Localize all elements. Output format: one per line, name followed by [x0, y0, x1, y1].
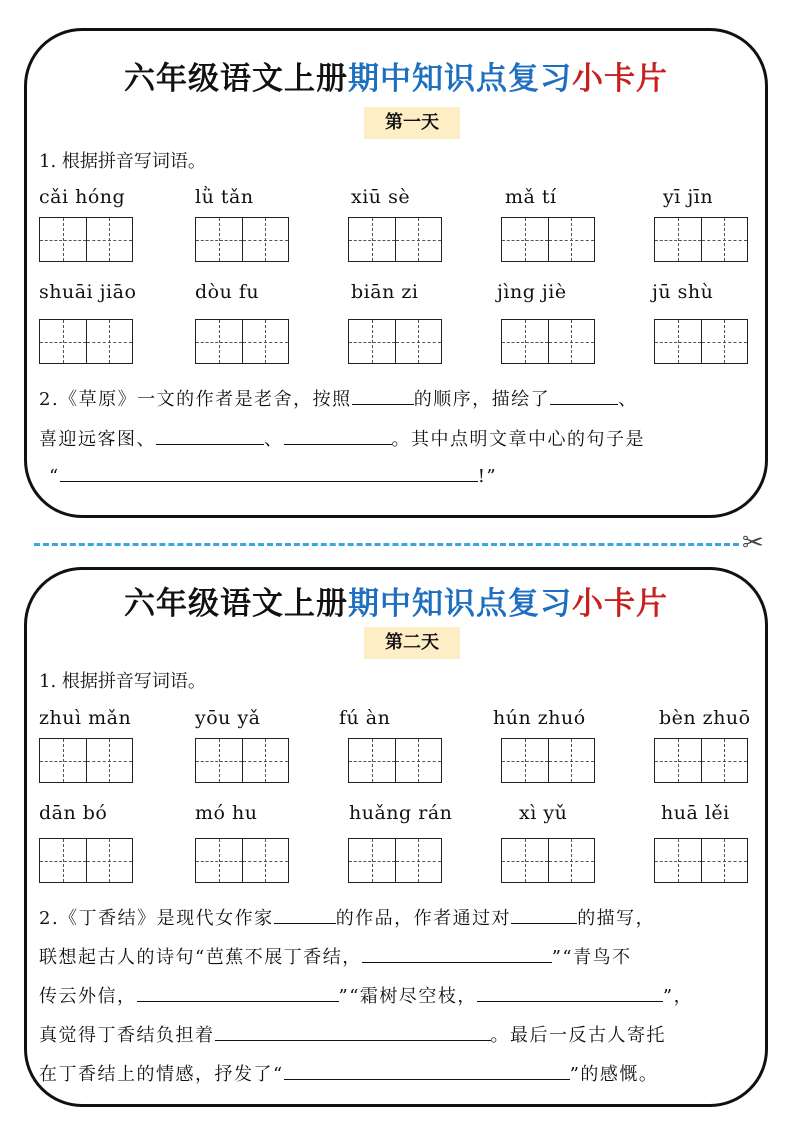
pinyin-label: xì yǔ — [519, 802, 568, 824]
answer-blank[interactable] — [477, 985, 663, 1002]
title-part-3: 小卡片 — [572, 586, 668, 622]
answer-blank[interactable] — [60, 465, 478, 482]
question-text: 、 — [618, 389, 638, 410]
pinyin-label: bèn zhuō — [659, 707, 751, 729]
question-text: 真觉得丁香结负担着 — [39, 1025, 215, 1046]
question-text: “ — [49, 466, 60, 487]
question-text: 喜迎远客图、 — [39, 429, 156, 450]
writing-grid[interactable] — [39, 738, 133, 783]
question-text: ”“青鸟不 — [551, 947, 632, 968]
answer-blank[interactable] — [550, 388, 618, 405]
pinyin-label: yī jīn — [663, 186, 714, 208]
question-2-line-2 — [39, 943, 632, 969]
question-text: 的作品，作者通过对 — [335, 908, 512, 929]
question-text: ”“霜树尽空枝， — [338, 986, 477, 1007]
writing-grid[interactable] — [195, 217, 289, 262]
answer-blank[interactable] — [156, 428, 264, 445]
writing-grid[interactable] — [39, 319, 133, 364]
question-text: 在丁香结上的情感，抒发了“ — [39, 1064, 284, 1085]
question-2-line-5 — [39, 1060, 658, 1086]
pinyin-label: shuāi jiāo — [39, 281, 137, 303]
question-text: 联想起古人的诗句“芭蕉不展丁香结， — [39, 947, 362, 968]
writing-grid[interactable] — [501, 738, 595, 783]
writing-grid[interactable] — [654, 319, 748, 364]
answer-blank[interactable] — [352, 388, 414, 405]
writing-grid[interactable] — [348, 738, 442, 783]
pinyin-label: zhuì mǎn — [39, 707, 132, 729]
writing-grid[interactable] — [501, 217, 595, 262]
writing-grid[interactable] — [654, 738, 748, 783]
writing-grid[interactable] — [39, 217, 133, 262]
answer-blank[interactable] — [137, 985, 339, 1002]
answer-blank[interactable] — [284, 428, 392, 445]
answer-blank[interactable] — [215, 1024, 491, 1041]
question-2-line-3 — [49, 465, 497, 487]
writing-grid[interactable] — [195, 319, 289, 364]
writing-grid[interactable] — [348, 838, 442, 883]
cut-line — [34, 543, 739, 546]
pinyin-label: huǎng rán — [349, 802, 453, 824]
day-badge: 第一天 — [364, 107, 460, 139]
question-text: ”的感慨。 — [569, 1064, 659, 1085]
pinyin-label: jū shù — [652, 281, 714, 303]
title-part-1: 六年级语文上册 — [124, 586, 348, 622]
question-text: 。其中点明文章中心的句子是 — [391, 429, 645, 450]
question-2-line-2 — [39, 425, 645, 451]
writing-grid[interactable] — [654, 217, 748, 262]
scissors-icon: ✂ — [742, 528, 764, 558]
pinyin-label: mǎ tí — [505, 186, 557, 208]
question-2-line-4 — [39, 1021, 666, 1047]
writing-grid[interactable] — [501, 319, 595, 364]
question-text: 传云外信， — [39, 986, 137, 1007]
pinyin-label: yōu yǎ — [195, 707, 261, 729]
card-title — [27, 53, 765, 98]
answer-blank[interactable] — [362, 946, 552, 963]
question-text: 。最后一反古人寄托 — [490, 1025, 666, 1046]
review-card-day-2 — [24, 567, 768, 1107]
question-text: 的顺序，描绘了 — [413, 389, 551, 410]
question-text: 、 — [264, 429, 284, 450]
writing-grid[interactable] — [348, 319, 442, 364]
review-card-day-1 — [24, 28, 768, 518]
day-badge: 第二天 — [364, 627, 460, 659]
title-part-1: 六年级语文上册 — [124, 61, 348, 97]
question-2-line-1 — [39, 904, 655, 930]
question-2-line-1 — [39, 385, 638, 411]
pinyin-label: lǜ tǎn — [195, 186, 254, 208]
writing-grid[interactable] — [501, 838, 595, 883]
title-part-2: 期中知识点复习 — [348, 586, 572, 622]
writing-grid[interactable] — [348, 217, 442, 262]
pinyin-label: cǎi hóng — [39, 186, 126, 208]
answer-blank[interactable] — [284, 1063, 570, 1080]
question-text: 2.《丁香结》是现代女作家 — [39, 908, 274, 929]
question-1-label: 1. 根据拼音写词语。 — [39, 671, 206, 692]
answer-blank[interactable] — [274, 907, 336, 924]
question-1-label: 1. 根据拼音写词语。 — [39, 151, 206, 172]
writing-grid[interactable] — [195, 738, 289, 783]
question-text: 2.《草原》一文的作者是老舍，按照 — [39, 389, 352, 410]
question-text: 的描写， — [577, 908, 656, 929]
pinyin-label: hún zhuó — [493, 707, 586, 729]
pinyin-label: mó hu — [195, 802, 258, 824]
title-part-2: 期中知识点复习 — [348, 61, 572, 97]
question-text: !” — [477, 466, 498, 487]
pinyin-label: jìng jiè — [497, 281, 567, 303]
question-2-line-3 — [39, 982, 693, 1008]
writing-grid[interactable] — [195, 838, 289, 883]
writing-grid[interactable] — [39, 838, 133, 883]
pinyin-label: dòu fu — [195, 281, 260, 303]
question-text: ”， — [662, 986, 694, 1007]
pinyin-label: xiū sè — [351, 186, 411, 208]
writing-grid[interactable] — [654, 838, 748, 883]
pinyin-label: dān bó — [39, 802, 108, 824]
title-part-3: 小卡片 — [572, 61, 668, 97]
pinyin-label: biān zi — [351, 281, 419, 303]
answer-blank[interactable] — [511, 907, 577, 924]
pinyin-label: huā lěi — [661, 802, 730, 824]
card-title — [27, 578, 765, 623]
pinyin-label: fú àn — [339, 707, 391, 729]
